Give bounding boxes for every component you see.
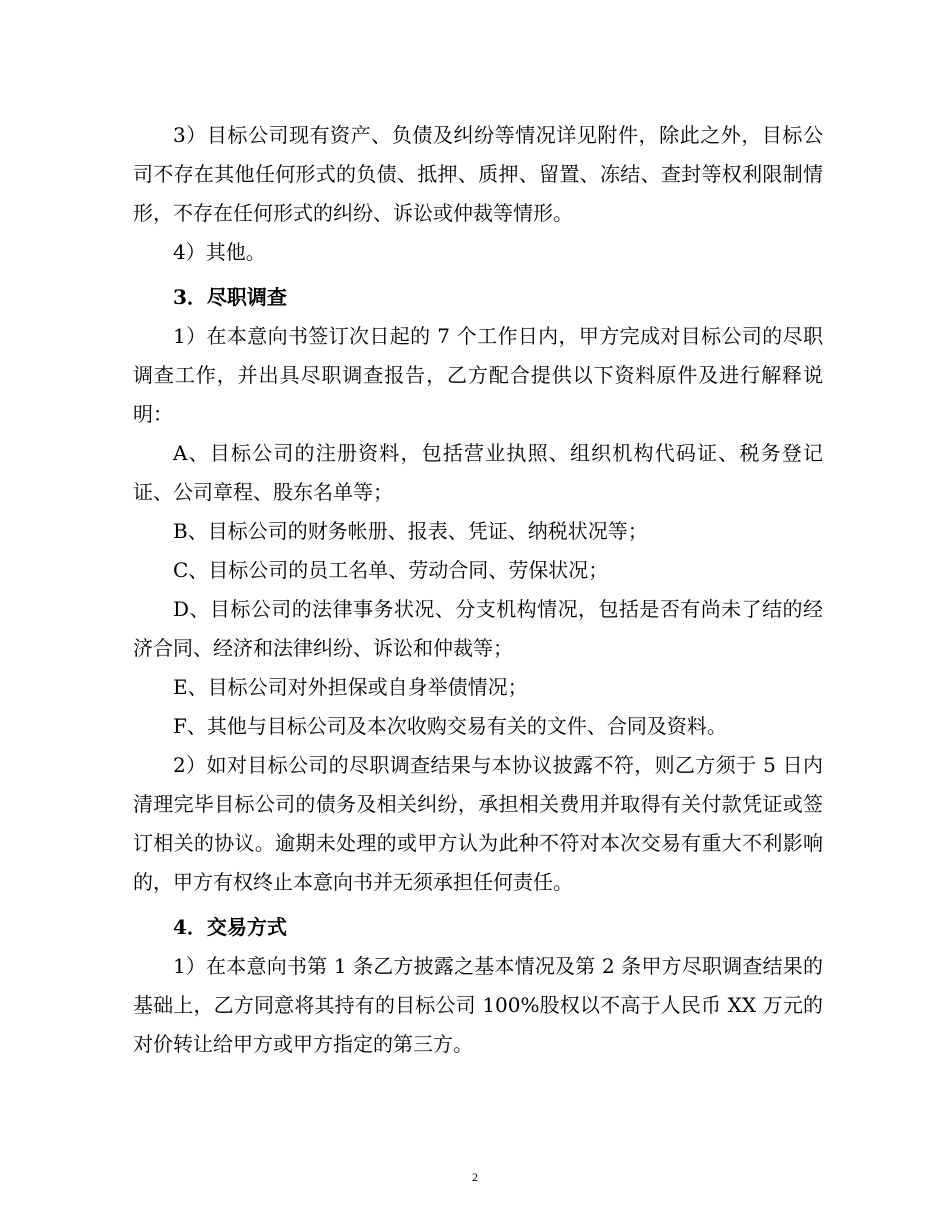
paragraph-dd-2: 2）如对目标公司的尽职调查结果与本协议披露不符，则乙方须于 5 日内清理完毕目标公司的债务及相关纠纷，承担相关费用并取得有关付款凭证或签订相关的协议。逾期未处理的或甲方认为此种不符对本次交易有重大不利影响的，甲方有权终止本意向书并无须承担任何责任。 (133, 753, 823, 894)
section-heading-due-diligence: 3．尽职调查 (173, 285, 287, 309)
paragraph-dd-d: D、目标公司的法律事务状况、分支机构情况，包括是否有尚未了结的经济合同、经济和法律纠纷、诉讼和仲裁等； (133, 597, 823, 660)
paragraph-dd-b: B、目标公司的财务帐册、报表、凭证、纳税状况等； (173, 519, 648, 543)
document-page (133, 116, 823, 1064)
paragraph-dd-a: A、目标公司的注册资料，包括营业执照、组织机构代码证、税务登记证、公司章程、股东名单等； (133, 441, 823, 504)
paragraph-tx-1: 1）在本意向书第 1 条乙方披露之基本情况及第 2 条甲方尽职调查结果的基础上，乙方同意将其持有的目标公司 100%股权以不高于人民币 XX 万元的对价转让给甲方或甲方指定的第三方。 (133, 954, 823, 1056)
paragraph-dd-f: F、其他与目标公司及本次收购交易有关的文件、合同及资料。 (173, 714, 727, 738)
paragraph-4-other: 4）其他。 (173, 240, 266, 264)
paragraph-3-assets: 3）目标公司现有资产、负债及纠纷等情况详见附件，除此之外，目标公司不存在其他任何形式的负债、抵押、质押、留置、冻结、查封等权利限制情形，不存在任何形式的纠纷、诉讼或仲裁等情形。 (133, 123, 823, 225)
page-number: 2 (472, 1170, 478, 1184)
paragraph-dd-c: C、目标公司的员工名单、劳动合同、劳保状况； (173, 558, 609, 582)
paragraph-dd-1: 1）在本意向书签订次日起的 7 个工作日内，甲方完成对目标公司的尽职调查工作，并出具尽职调查报告，乙方配合提供以下资料原件及进行解释说明： (133, 324, 823, 426)
section-heading-transaction-method: 4．交易方式 (173, 915, 287, 939)
paragraph-dd-e: E、目标公司对外担保或自身举债情况； (173, 675, 528, 699)
